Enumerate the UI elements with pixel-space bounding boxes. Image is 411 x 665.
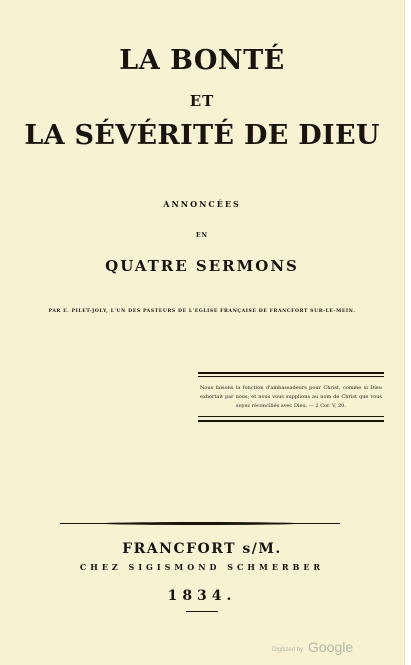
sermons-heading: QUATRE SERMONS — [105, 257, 299, 275]
imprint-publisher: CHEZ SIGISMOND SCHMERBER — [79, 562, 325, 572]
epigraph-text: Nous faisons la fonction d'ambassadeurs pour Christ, comme si Dieu exhortait par nous; et nous vous supplions au nom de Christ que vous soyez réconciliés avec Dieu. — 2 Cor. V, 20. — [200, 385, 382, 409]
imprint-city: FRANCFORT s/M. — [122, 541, 282, 557]
imprint-year: 1834. — [167, 588, 237, 604]
announced-label: ANNONCÉES — [163, 199, 241, 209]
title-line-3: LA SÉVÉRITÉ DE DIEU — [24, 120, 380, 151]
title-line-2: ET — [189, 92, 215, 110]
author-line: PAR E. PILET-JOLY, L'UN DES PASTEURS DE L'EGLISE FRANÇAISE DE FRANCFORT SUR-LE-MEIN. — [48, 309, 356, 314]
epigraph-rule-top-thin — [198, 376, 384, 377]
epigraph-rule-bottom-thin — [198, 416, 384, 417]
google-logo: Google — [308, 639, 354, 655]
watermark-prefix: Digitized by — [272, 647, 304, 653]
year-underline — [186, 611, 218, 612]
epigraph-box — [198, 372, 384, 422]
epigraph-rule-top-thick — [198, 372, 384, 374]
epigraph-rule-bottom-thick — [198, 420, 384, 422]
title-line-1: LA BONTÉ — [119, 45, 285, 76]
divider-rule — [100, 522, 300, 525]
en-label: EN — [195, 232, 209, 239]
digitized-watermark — [272, 639, 362, 659]
